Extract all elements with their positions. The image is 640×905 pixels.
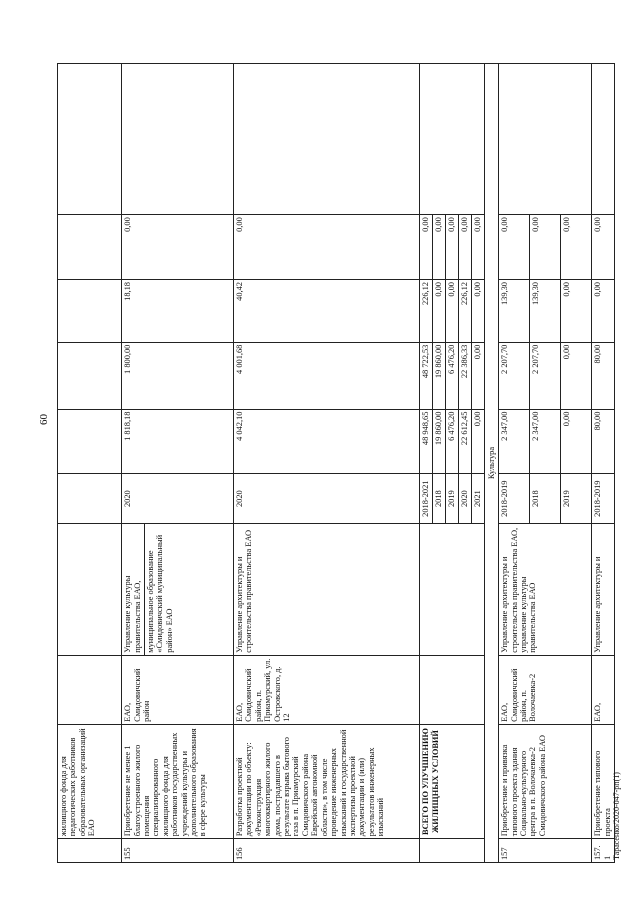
cell-value-total: 0,00 <box>471 409 484 474</box>
cell-year: 2021 <box>471 474 484 524</box>
cell-value-total: 0,00 <box>561 409 592 474</box>
cell-name: Разработка проектной документации по объекту: «Реконструкция многоквартирного жилого дома, пострадавшего в результате взрыва бытового газа в п. Приамурский Смидовичского района Еврейской автономной области», в том числе проведение инженерных изысканий и государственной экспертизы проектной документации и (или) результатов инженерных изысканий <box>234 724 420 838</box>
cell-value-3: 18,18 <box>122 280 234 343</box>
cell-value-total: 2 347,00 <box>499 409 530 474</box>
cell-value-2: 1 800,00 <box>122 342 234 409</box>
rotated-table-container <box>57 63 615 863</box>
cell-value-total: 48 948,65 <box>420 409 433 474</box>
cell-value-2: 48 722,53 <box>420 342 433 409</box>
cell-no: 157.1 <box>592 839 615 863</box>
cell-value-3: 139,30 <box>530 280 561 343</box>
cell-value-total: 1 818,18 <box>122 409 234 474</box>
cell-year: 2020 <box>234 474 420 524</box>
total-label: ВСЕГО ПО УЛУЧШЕНИЮ ЖИЛИЩНЫХ УСЛОВИЙ <box>420 724 484 838</box>
cell-value-4: 0,00 <box>530 215 561 280</box>
cell-value-4: 0,00 <box>561 215 592 280</box>
cell-value-total: 80,00 <box>592 409 615 474</box>
table-row-continuation <box>58 64 122 863</box>
table-row-156 <box>234 64 420 863</box>
cell-value-4: 0,00 <box>122 215 234 280</box>
cell-value-3: 40,42 <box>234 280 420 343</box>
cell-year: 2018-2019 <box>499 474 530 524</box>
cell-value-2: 4 001,68 <box>234 342 420 409</box>
cell-value-4: 0,00 <box>471 215 484 280</box>
cell-year: 2019 <box>446 474 459 524</box>
cell-value-3: 0,00 <box>446 280 459 343</box>
cell-executor: Управление архитектуры и строительства правительства ЕАО <box>234 524 420 656</box>
cell-value-3: 0,00 <box>471 280 484 343</box>
cell-year: 2018 <box>530 474 561 524</box>
cell-value-total: 4 042,10 <box>234 409 420 474</box>
cell-executor: Управление культуры правительства ЕАО, <box>122 524 145 656</box>
cell-name: Приобретение типового проекта <box>592 724 615 838</box>
cell-name: Приобретение и привязка типового проекта здания Социально-культурного центра в п. Волочаевка-2 Смидовичского района ЕАО <box>499 724 592 838</box>
table-row-157 <box>499 64 530 863</box>
cell-value-2: 22 386,33 <box>458 342 471 409</box>
cell-value-3: 226,12 <box>458 280 471 343</box>
cell-value-3: 226,12 <box>420 280 433 343</box>
cell-value-3: 0,00 <box>561 280 592 343</box>
cell-value-2: 80,00 <box>592 342 615 409</box>
cell-value-total: 22 612,45 <box>458 409 471 474</box>
cell-value-2: 19 860,00 <box>433 342 446 409</box>
cell-value-4: 0,00 <box>499 215 530 280</box>
cell-name: жилищного фонда для педагогических работников образовательных организаций ЕАО <box>58 724 122 838</box>
cell-place: ЕАО, Смидовичский район <box>122 655 234 724</box>
cell-value-4: 0,00 <box>458 215 471 280</box>
cell-value-3: 139,30 <box>499 280 530 343</box>
cell-value-3: 0,00 <box>592 280 615 343</box>
cell-value-4: 0,00 <box>433 215 446 280</box>
page-footer: Тарасенко/2020-047-рп(1) <box>612 772 621 860</box>
cell-executor: Управление архитектуры и строительства правительства ЕАО, управление культуры правительства ЕАО <box>499 524 592 656</box>
cell-value-2: 2 207,70 <box>530 342 561 409</box>
cell-value-4: 0,00 <box>234 215 420 280</box>
cell-name: Приобретение не менее 1 благоустроенного жилого помещения специализированного жилищного фонда для работников государственных учреждений культуры и дополнительного образования в сфере культуры <box>122 724 234 838</box>
table-row-total <box>420 64 433 863</box>
cell-value-2: 0,00 <box>471 342 484 409</box>
cell-year: 2020 <box>122 474 234 524</box>
table-row-157-1 <box>592 64 615 863</box>
section-row <box>484 64 498 863</box>
section-title: Культура <box>484 64 498 863</box>
cell-value-total: 2 347,00 <box>530 409 561 474</box>
cell-value-4: 0,00 <box>420 215 433 280</box>
page-number: 60 <box>38 414 50 425</box>
program-table <box>57 63 615 863</box>
cell-value-2: 0,00 <box>561 342 592 409</box>
cell-year: 2018 <box>433 474 446 524</box>
cell-year: 2018-2019 <box>592 474 615 524</box>
cell-no: 155 <box>122 839 234 863</box>
cell-place: ЕАО, <box>592 655 615 724</box>
cell-year: 2018-2021 <box>420 474 433 524</box>
cell-value-4: 0,00 <box>446 215 459 280</box>
cell-value-3: 0,00 <box>433 280 446 343</box>
cell-executor-2: муниципальное образование «Смидовичский муниципальный район» ЕАО <box>144 524 233 656</box>
cell-value-2: 6 476,20 <box>446 342 459 409</box>
table-row-155 <box>122 64 145 863</box>
cell-executor: Управление архитектуры и <box>592 524 615 656</box>
cell-value-total: 6 476,20 <box>446 409 459 474</box>
cell-value-total: 19 860,00 <box>433 409 446 474</box>
cell-no: 157 <box>499 839 592 863</box>
cell-year: 2020 <box>458 474 471 524</box>
cell-place: ЕАО, Смидовичский район, п. Волочаевка-2 <box>499 655 592 724</box>
cell-place: ЕАО, Смидовичский район, п. Приамурский, ул. Островского, д. 12 <box>234 655 420 724</box>
cell-value-2: 2 207,70 <box>499 342 530 409</box>
cell-value-4: 0,00 <box>592 215 615 280</box>
cell-year: 2019 <box>561 474 592 524</box>
cell-no: 156 <box>234 839 420 863</box>
